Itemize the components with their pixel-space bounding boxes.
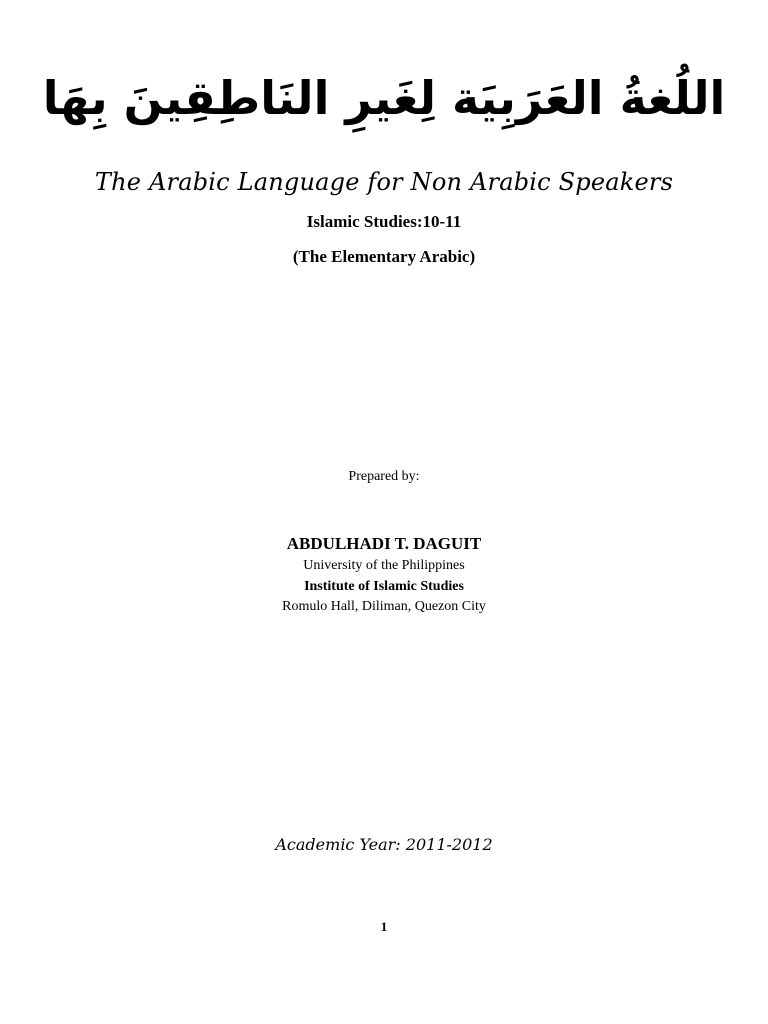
author-name: ABDULHADI T. DAGUIT: [286, 534, 482, 553]
arabic-title: اللُغةُ العَرَبِيَة لِغَيرِ النَاطِقِينَ بِهَا: [42, 71, 726, 125]
address: Romulo Hall, Diliman, Quezon City: [282, 599, 486, 614]
academic-year: Academic Year: 2011-2012: [275, 835, 493, 854]
course-subtitle: (The Elementary Arabic): [292, 247, 476, 266]
university-name: University of the Philippines: [303, 558, 465, 573]
page-number: 1: [380, 919, 388, 934]
prepared-by-label: Prepared by:: [348, 469, 420, 484]
institute-name: Institute of Islamic Studies: [304, 579, 464, 594]
course-code: Islamic Studies:10-11: [306, 212, 462, 231]
english-title: The Arabic Language for Non Arabic Speakers: [94, 168, 674, 196]
